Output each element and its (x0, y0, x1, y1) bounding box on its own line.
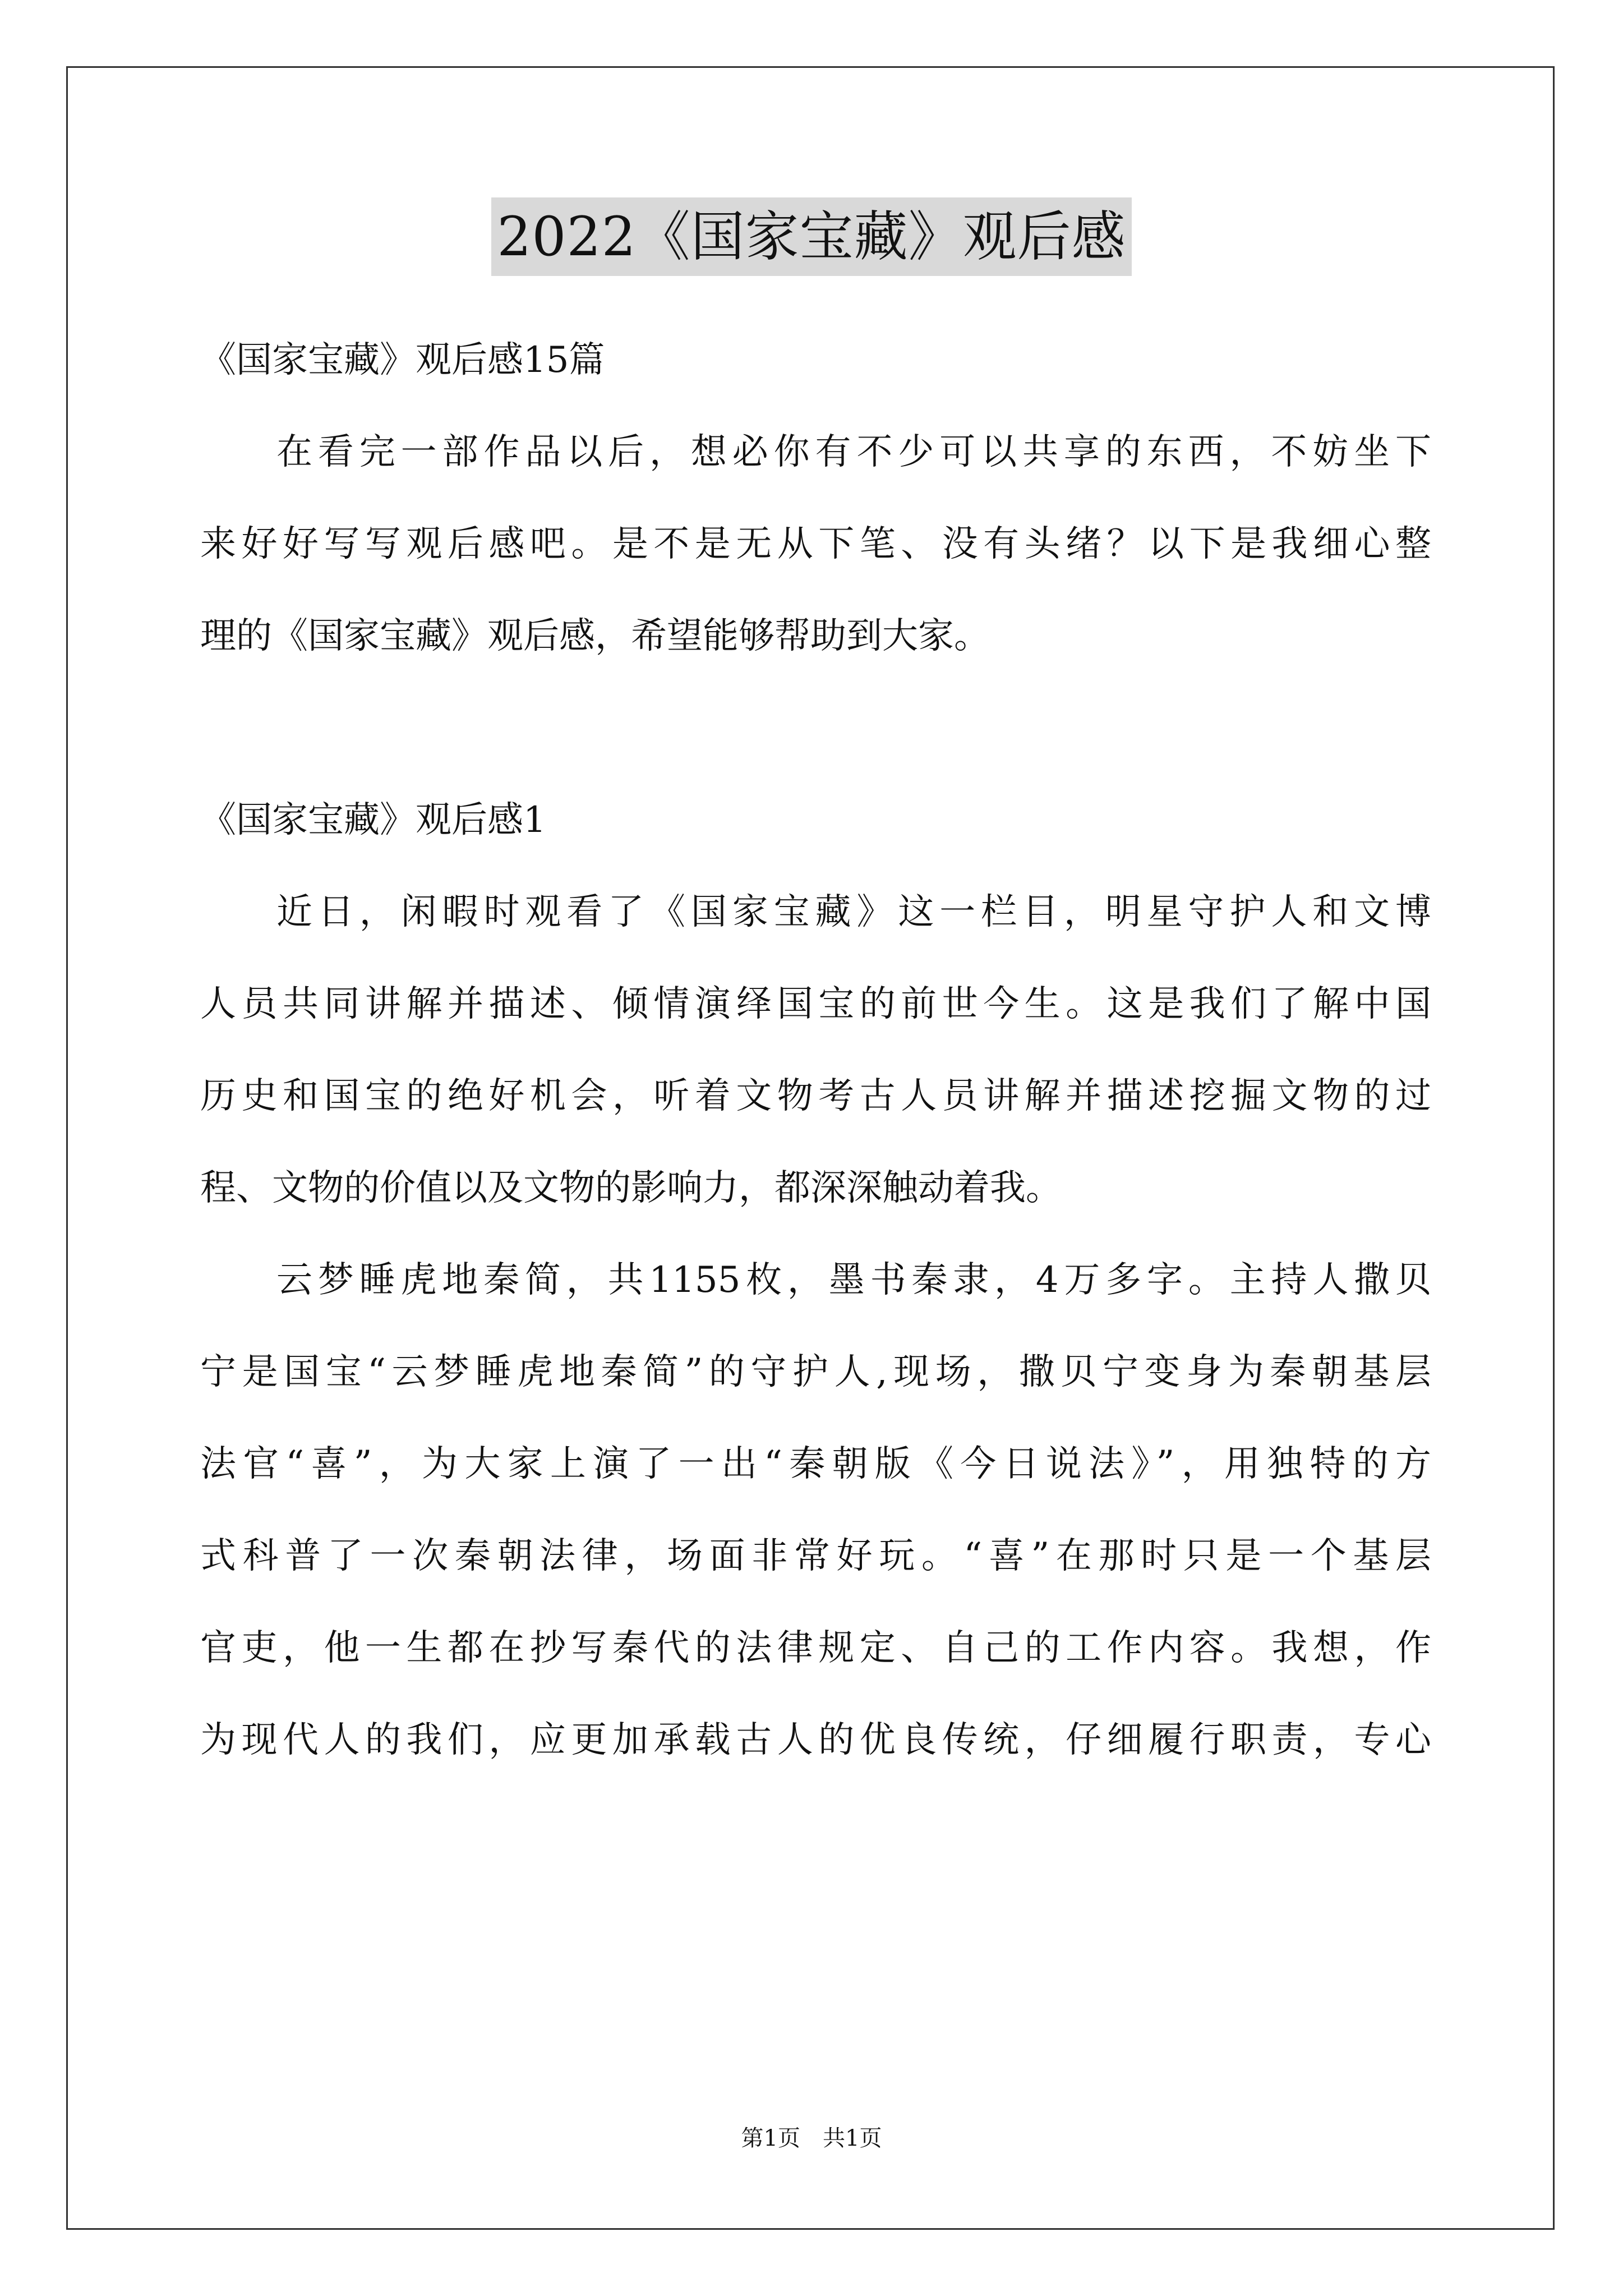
intro-line: 来好好写写观后感吧。是不是无从下笔、没有头绪？以下是我细心整 (200, 523, 1431, 565)
paragraph-line: 宁是国宝“云梦睡虎地秦简”的守护人,现场，撒贝宁变身为秦朝基层 (200, 1351, 1431, 1393)
paragraph-line: 程、文物的价值以及文物的影响力，都深深触动着我。 (200, 1167, 1062, 1209)
paragraph-line: 式科普了一次秦朝法律，场面非常好玩。“喜”在那时只是一个基层 (200, 1535, 1431, 1577)
subtitle: 《国家宝藏》观后感15篇 (200, 339, 605, 381)
paragraph-line: 近日，闲暇时观看了《国家宝藏》这一栏目，明星守护人和文博 (276, 891, 1431, 933)
title-container (0, 197, 1623, 276)
intro-line: 理的《国家宝藏》观后感，希望能够帮助到大家。 (200, 615, 990, 657)
paragraph-line: 人员共同讲解并描述、倾情演绎国宝的前世今生。这是我们了解中国 (200, 983, 1431, 1025)
paragraph-line: 云梦睡虎地秦简，共1155枚，墨书秦隶，4万多字。主持人撒贝 (276, 1259, 1431, 1301)
paragraph-line: 历史和国宝的绝好机会，听着文物考古人员讲解并描述挖掘文物的过 (200, 1075, 1431, 1117)
page-footer: 第1页 共1页 (741, 2125, 882, 2151)
paragraph-line: 法官“喜”，为大家上演了一出“秦朝版《今日说法》”，用独特的方 (200, 1443, 1431, 1485)
paragraph-line: 为现代人的我们，应更加承载古人的优良传统，仔细履行职责，专心 (200, 1719, 1431, 1761)
intro-line: 在看完一部作品以后，想必你有不少可以共享的东西，不妨坐下 (276, 431, 1431, 473)
document-title: 2022《国家宝藏》观后感 (491, 197, 1131, 276)
document-body (200, 314, 1431, 1786)
section-heading: 《国家宝藏》观后感1 (200, 799, 546, 841)
paragraph-line: 官吏，他一生都在抄写秦代的法律规定、自己的工作内容。我想，作 (200, 1627, 1431, 1669)
paragraph-gap (200, 682, 1431, 774)
